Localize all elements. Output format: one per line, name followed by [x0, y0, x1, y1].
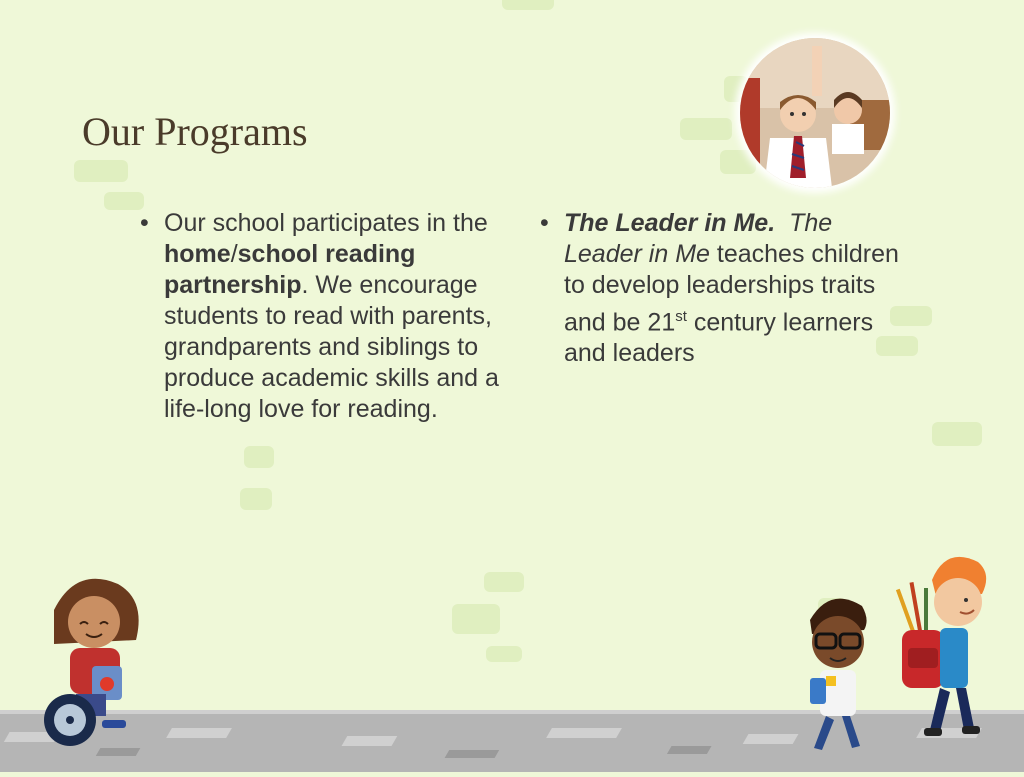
background-decoration — [484, 572, 524, 592]
right-text-end: century learners and leaders — [564, 308, 874, 368]
left-text-intro: Our school participates in the — [164, 209, 488, 237]
right-text-italic: The Leader in Me — [564, 209, 833, 268]
right-bullet-item — [540, 208, 900, 369]
right-text-body: teaches children to develop leaderships traits and be 21 — [564, 240, 899, 337]
background-decoration — [244, 446, 274, 468]
left-text-bold-partnership: school reading partnership — [164, 240, 416, 299]
left-bullet-item — [140, 208, 510, 425]
background-decoration — [74, 160, 128, 182]
background-decoration — [240, 488, 272, 510]
right-text-superscript: st — [675, 308, 687, 325]
bullet-marker: • — [140, 209, 149, 237]
background-decoration — [720, 150, 756, 174]
bullet-marker: • — [540, 209, 549, 237]
background-decoration — [502, 0, 554, 10]
background-decoration — [104, 192, 144, 210]
background-decoration — [680, 118, 732, 140]
left-text-bold-home: home — [164, 240, 231, 268]
slide-title: Our Programs — [82, 109, 308, 154]
left-text-body: . We encourage students to read with parents, grandparents and siblings to produce academic skills and a life-long love for reading. — [164, 271, 499, 423]
right-text-bold-italic: The Leader in Me. — [564, 209, 776, 237]
boy-backpack-icon — [896, 552, 996, 752]
background-decoration — [452, 604, 500, 634]
background-decoration — [486, 646, 522, 662]
background-decoration — [932, 422, 982, 446]
classroom-photo — [740, 38, 890, 188]
left-bullet-text — [164, 208, 510, 425]
left-text-slash: / — [230, 240, 238, 268]
right-bullet-text — [564, 208, 900, 369]
girl-wheelchair-icon — [36, 570, 156, 760]
boy-glasses-icon — [800, 590, 880, 760]
